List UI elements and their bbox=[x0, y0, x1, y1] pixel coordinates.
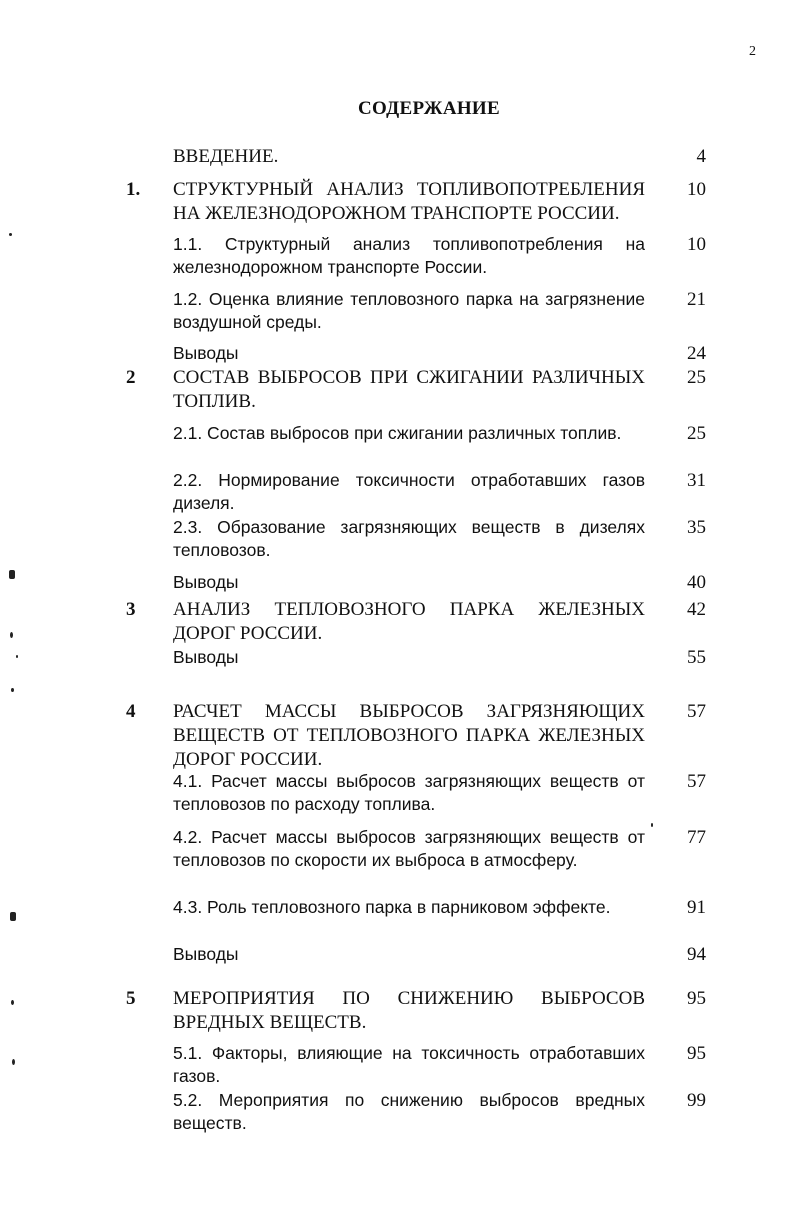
section-page: 91 bbox=[687, 897, 706, 918]
conclusions-label: Выводы bbox=[173, 572, 239, 592]
conclusions-page: 55 bbox=[687, 647, 706, 668]
section-page: 57 bbox=[687, 771, 706, 792]
page-number: 2 bbox=[749, 44, 756, 59]
chapter-page: 42 bbox=[687, 599, 706, 620]
section-page: 21 bbox=[687, 289, 706, 310]
chapter-number: 5 bbox=[126, 988, 136, 1009]
conclusions-label: Выводы bbox=[173, 944, 239, 964]
chapter-number: 4 bbox=[126, 701, 136, 722]
section-title: 2.3. Образование загрязняющих веществ в дизелях тепловозов. bbox=[173, 517, 645, 560]
section-title: 4.3. Роль тепловозного парка в парниковом эффекте. bbox=[173, 897, 611, 917]
chapter-title: СТРУКТУРНЫЙ АНАЛИЗ ТОПЛИВОПОТРЕБЛЕНИЯ НА ЖЕЛЕЗНОДОРОЖНОМ ТРАНСПОРТЕ РОССИИ. bbox=[173, 179, 645, 224]
chapter-title: АНАЛИЗ ТЕПЛОВОЗНОГО ПАРКА ЖЕЛЕЗНЫХ ДОРОГ РОССИИ. bbox=[173, 599, 645, 644]
scan-speck bbox=[11, 688, 14, 692]
scan-speck bbox=[9, 570, 15, 579]
section-page: 25 bbox=[687, 423, 706, 444]
section-title: 1.1. Структурный анализ топливопотребления на железнодорожном транспорте России. bbox=[173, 234, 645, 277]
scan-speck bbox=[9, 233, 12, 236]
scan-speck bbox=[651, 823, 653, 827]
scan-speck bbox=[16, 655, 18, 658]
scan-speck bbox=[12, 1059, 15, 1065]
chapter-number: 3 bbox=[126, 599, 136, 620]
conclusions-label: Выводы bbox=[173, 647, 239, 667]
chapter-number: 2 bbox=[126, 367, 136, 388]
scan-speck bbox=[10, 632, 13, 638]
section-title: 5.2. Мероприятия по снижению выбросов вредных веществ. bbox=[173, 1090, 645, 1133]
scan-speck bbox=[11, 1000, 14, 1005]
conclusions-page: 40 bbox=[687, 572, 706, 593]
section-page: 77 bbox=[687, 827, 706, 848]
section-page: 99 bbox=[687, 1090, 706, 1111]
section-title: 4.1. Расчет массы выбросов загрязняющих веществ от тепловозов по расходу топлива. bbox=[173, 771, 645, 814]
page-title: СОДЕРЖАНИЕ bbox=[358, 98, 500, 119]
chapter-page: 57 bbox=[687, 701, 706, 722]
chapter-page: 10 bbox=[687, 179, 706, 200]
conclusions-page: 94 bbox=[687, 944, 706, 965]
section-title: 2.2. Нормирование токсичности отработавших газов дизеля. bbox=[173, 470, 645, 513]
section-page: 35 bbox=[687, 517, 706, 538]
scan-speck bbox=[10, 912, 16, 921]
conclusions-page: 24 bbox=[687, 343, 706, 364]
section-page: 10 bbox=[687, 234, 706, 255]
chapter-page: 95 bbox=[687, 988, 706, 1009]
chapter-number: 1. bbox=[126, 179, 141, 200]
section-title: 2.1. Состав выбросов при сжигании различных топлив. bbox=[173, 423, 622, 443]
conclusions-label: Выводы bbox=[173, 343, 239, 363]
toc-entry-text: ВВЕДЕНИЕ. bbox=[173, 146, 279, 167]
toc-entry-page: 4 bbox=[696, 146, 706, 167]
chapter-page: 25 bbox=[687, 367, 706, 388]
section-title: 1.2. Оценка влияние тепловозного парка на загрязнение воздушной среды. bbox=[173, 289, 645, 332]
section-title: 5.1. Факторы, влияющие на токсичность отработавших газов. bbox=[173, 1043, 645, 1086]
section-page: 31 bbox=[687, 470, 706, 491]
section-title: 4.2. Расчет массы выбросов загрязняющих веществ от тепловозов по скорости их выброса в атмосферу. bbox=[173, 827, 645, 870]
chapter-title: СОСТАВ ВЫБРОСОВ ПРИ СЖИГАНИИ РАЗЛИЧНЫХ ТОПЛИВ. bbox=[173, 367, 645, 412]
chapter-title: РАСЧЕТ МАССЫ ВЫБРОСОВ ЗАГРЯЗНЯЮЩИХ ВЕЩЕСТВ ОТ ТЕПЛОВОЗНОГО ПАРКА ЖЕЛЕЗНЫХ ДОРОГ РОССИИ. bbox=[173, 701, 645, 770]
section-page: 95 bbox=[687, 1043, 706, 1064]
chapter-title: МЕРОПРИЯТИЯ ПО СНИЖЕНИЮ ВЫБРОСОВ ВРЕДНЫХ ВЕЩЕСТВ. bbox=[173, 988, 645, 1033]
